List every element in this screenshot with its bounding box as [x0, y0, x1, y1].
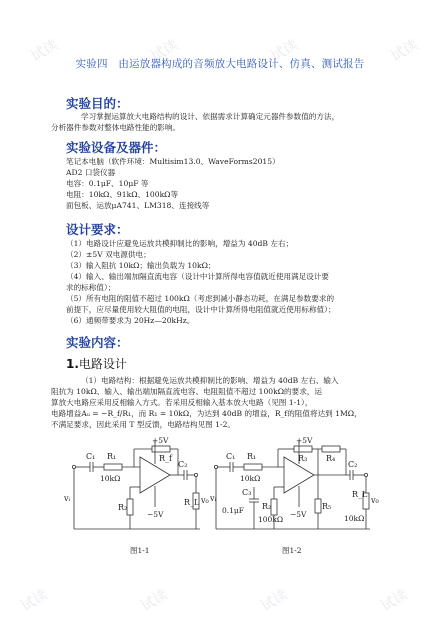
label-c2: C₂: [348, 460, 358, 469]
list-item: （5）所有电阻的阻值不超过 100kΩ（考虑到减小静态功耗，在满足参数要求的: [66, 294, 335, 303]
text-line: （1）电路结构：根据避免运放共模抑制比的影响、增益为 40dB 左右、输入: [81, 376, 339, 385]
content-paragraph: [51, 375, 380, 430]
list-item: （4）输入、输出端加隔直流电容（设计中计算所得电容值就近使用满足设计要: [66, 272, 330, 281]
document-title: 实验四 由运放器构成的音频放大电路设计、仿真、测试报告: [75, 58, 365, 70]
list-item: AD2 口袋仪器: [66, 168, 116, 177]
label-r1: R₁: [107, 452, 117, 461]
figure-caption-1-2: 图1-2: [282, 546, 302, 555]
watermark: 试读: [388, 36, 421, 65]
label-c1: C₁: [226, 452, 236, 461]
section-heading-equipment: 实验设备及器件：: [66, 140, 167, 155]
label-r1-value: 10kΩ: [240, 474, 261, 483]
label-rl: R_L: [352, 490, 368, 499]
circuit-figure-1-2: [210, 437, 380, 542]
label-r2-value: 100kΩ: [258, 515, 284, 524]
watermark: 试读: [378, 586, 411, 615]
text-line: 不满足要求，因此采用 T 型反馈，电路结构见图 1-2。: [51, 420, 236, 429]
text-line: 学习掌握运算放大电路结构的设计、依据需求计算确定元器件参数值的方法，: [81, 112, 340, 121]
label-r1-value: 10kΩ: [100, 474, 121, 483]
watermark: 试读: [268, 36, 301, 65]
text-line: 电路增益Aᵤ = −R_f/R₁，而 R₁ = 10kΩ，为达到 40dB 的增益，R_f的阻值将达到 1MΩ，: [51, 409, 362, 418]
label-c2: C₂: [178, 460, 188, 469]
list-item: （3）输入阻抗 10kΩ；输出负载为 10kΩ；: [66, 261, 216, 270]
watermark: 试读: [148, 36, 181, 65]
list-item: （1）电路设计应避免运放共模抑制比的影响，增益为 40dB 左右；: [66, 239, 294, 248]
label-vminus: −5V: [290, 510, 307, 519]
label-vminus: −5V: [147, 510, 164, 519]
watermark: 试读: [28, 36, 61, 65]
label-rf: R_f: [159, 454, 172, 463]
label-r5: R₅: [322, 502, 332, 511]
label-r2: R₂: [262, 502, 272, 511]
label-r4: R₄: [326, 454, 336, 463]
label-vi: vᵢ: [64, 494, 71, 503]
text-line: 分析器件参数对整体电路性能的影响。: [51, 123, 181, 132]
watermark: 试读: [258, 586, 291, 615]
label-r3: R₃: [298, 454, 308, 463]
text-line: 阻抗为 10kΩ、输入、输出端加隔直流电容、电阻阻值不超过 100kΩ的要求，运: [51, 387, 322, 396]
label-vo: v₀: [201, 496, 209, 505]
label-c3: C₃: [242, 488, 252, 497]
figures: [60, 437, 380, 562]
label-vi: vᵢ: [210, 494, 217, 503]
circuit-figure-1-1: [60, 437, 210, 542]
label-r1: R₁: [247, 452, 257, 461]
section-heading-content: 实验内容：: [66, 335, 129, 350]
label-vo: v₀: [371, 496, 379, 505]
section-heading-purpose: 实验目的：: [66, 96, 129, 111]
label-rl: R_L: [184, 498, 200, 507]
label-vplus: +5V: [296, 437, 313, 445]
list-item: 面包板、运放μA741、LM318、连接线等: [66, 201, 210, 210]
list-item: 电阻：10kΩ、91kΩ、100kΩ等: [66, 190, 179, 199]
label-vplus: +5V: [152, 437, 169, 445]
figure-caption-1-1: 图1-1: [130, 546, 150, 555]
list-item: 求的标称值）；: [66, 283, 116, 292]
subsection-label: 电路设计: [78, 357, 127, 371]
label-r2: R₂: [118, 503, 128, 512]
equipment-list: [66, 156, 380, 211]
list-item: （6）通频带要求为 20Hz—20kHz。: [66, 316, 195, 325]
purpose-paragraph: [51, 111, 380, 133]
list-item: （2）±5V 双电源供电；: [66, 250, 151, 259]
label-c1: C₁: [86, 452, 96, 461]
subsection-title: [66, 355, 127, 372]
watermark: 试读: [18, 586, 51, 615]
list-item: 电容：0.1μF、10μF 等: [66, 179, 149, 188]
text-line: 算放大电路应采用反相输入方式。若采用反相输入基本放大电路（见图 1-1），: [51, 398, 313, 407]
subsection-number: 1.: [66, 357, 79, 371]
list-item: 前提下，应尽量使用较大阻值的电阻，设计中计算所得电阻值就近使用标称值）；: [66, 305, 336, 314]
list-item: 笔记本电脑（软件环境：Multisim13.0、WaveForms2015）: [66, 157, 280, 166]
label-c3-value: 0.1μF: [222, 506, 245, 515]
section-heading-requirements: 设计要求：: [66, 222, 129, 237]
watermark: 试读: [138, 586, 171, 615]
requirements-list: [66, 238, 380, 326]
label-rl-value: 10kΩ: [344, 514, 365, 523]
